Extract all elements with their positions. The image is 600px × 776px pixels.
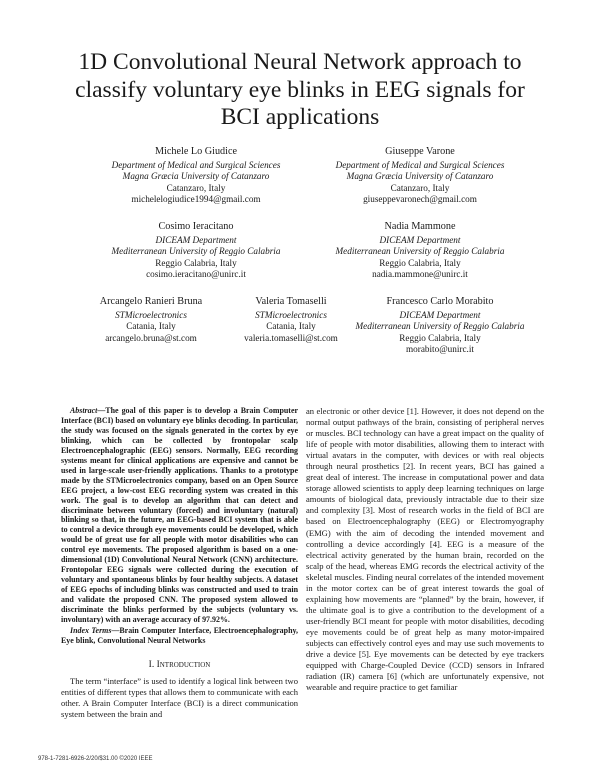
author-block — [320, 146, 520, 206]
author-email[interactable]: giuseppevaronech@gmail.com — [363, 194, 477, 205]
intro-paragraph: The term “interface” is used to identify a logical link between two entities of different types that allows them to communicate with each other. A Brain Computer Interface (BCI) is a direct communication system between the brain and — [61, 675, 298, 720]
author-name: Valeria Tomaselli — [255, 296, 327, 307]
author-org: Mediterranean University of Reggio Calabria — [111, 246, 281, 257]
author-org: Magna Græcia University of Catanzaro — [346, 171, 494, 182]
index-terms-label: Index Terms — [70, 625, 112, 635]
author-name: Cosimo Ieracitano — [158, 221, 234, 232]
title-line: BCI applications — [220, 104, 380, 130]
abstract — [61, 406, 298, 625]
index-terms — [61, 626, 298, 646]
author-email[interactable]: arcangelo.bruna@st.com — [105, 332, 197, 343]
author-block — [320, 221, 520, 281]
author-email[interactable]: cosimo.ieracitano@unirc.it — [146, 269, 246, 280]
author-city: Reggio Calabria, Italy — [155, 257, 237, 268]
author-block — [340, 296, 540, 356]
author-city: Catanzaro, Italy — [166, 182, 226, 193]
author-name: Giuseppe Varone — [385, 146, 455, 157]
index-terms-text: —Brain Computer Interface, Electroencephalography, Eye blink, Convolutional Neural Networks — [61, 625, 298, 645]
author-org: Mediterranean University of Reggio Calabria — [335, 246, 505, 257]
abstract-text: —The goal of this paper is to develop a Brain Computer Interface (BCI) based on voluntary eye blinks decoding. In particular, the study was focused on the signals generated in the cortex by eye blinking, which can be collected by frontopolar scalp Electroencephalographic (EEG) sensors. Normally, EEG recording systems meant for clinical applications are expensive and cannot be used in large-scale user-friendly applications. Thanks to a prototype made by the STMicroelectronics company, based on an Open Source EEG project, a low-cost EEG recording system was created in this work. The goal is to develop an algorithm that can detect and discriminate between voluntary (forced) and involuntary (natural) blinking so that, in the future, an EEG-based BCI system that is able to control a device through eye movements could be developed, which would be of great use for all people with motor disabilities who can control eye movements. The proposed algorithm is based on a one-dimensional (1D) Convolutional Neural Network (CNN) architecture. Frontopolar EEG signals were collected during the execution of voluntary and spontaneous blinks by four healthy subjects. A dataset of EEG epochs of including blinks was constructed and used to train and validate the proposed CNN. The proposed system allowed to discriminate the blinks performed by the subjects (voluntary vs. involuntary) with an average accuracy of 97.92%. — [61, 406, 298, 625]
author-name: Nadia Mammone — [384, 221, 456, 232]
author-dept: Department of Medical and Surgical Sciences — [111, 159, 281, 170]
author-block — [76, 296, 226, 344]
author-dept: DICEAM Department — [399, 309, 481, 320]
author-city: Catania, Italy — [266, 321, 316, 332]
abstract-label: Abstract — [70, 406, 98, 415]
author-city: Reggio Calabria, Italy — [379, 257, 461, 268]
author-email[interactable]: valeria.tomaselli@st.com — [244, 332, 338, 343]
author-dept: STMicroelectronics — [115, 309, 187, 320]
author-name: Michele Lo Giudice — [154, 146, 238, 157]
author-email[interactable]: nadia.mammone@unirc.it — [372, 269, 468, 280]
author-org: Magna Græcia University of Catanzaro — [122, 171, 270, 182]
copyright-footer: 978-1-7281-6926-2/20/$31.00 ©2020 IEEE — [38, 756, 153, 762]
author-name: Arcangelo Ranieri Bruna — [99, 296, 203, 307]
author-city: Catania, Italy — [126, 321, 176, 332]
author-email[interactable]: morabito@unirc.it — [406, 344, 474, 355]
author-dept: DICEAM Department — [155, 234, 237, 245]
author-org: Mediterranean University of Reggio Calabria — [355, 321, 525, 332]
author-dept: Department of Medical and Surgical Sciences — [335, 159, 505, 170]
right-column — [306, 406, 544, 693]
author-city: Catanzaro, Italy — [390, 182, 450, 193]
author-block — [96, 221, 296, 281]
author-dept: DICEAM Department — [379, 234, 461, 245]
intro-continued: an electronic or other device [1]. However, it does not depend on the normal output pathways of the brain, consisting of peripheral nerves or muscles. BCI technology can have a great impact on the quality of life of people with motor disabilities, allowing them to interact with virtual avatars in the computer, with devices or with real objects through neural prosthetics [2]. In recent years, BCI has gained a great deal of interest. The increase in computational power and data storage allowed scientists to apply deep learning techniques on large amounts of biological data, previously intractable due to their size and complexity [3]. Most of research works in the field of BCI are based on Electroencephalography (EEG) or Electromyography (EMG) with the aim of decoding the intended movement and controlling a device accordingly [4]. EEG is a measure of the electrical activity generated by the human brain, recorded on the scalp of the head, whereas EMG records the electrical activity of the skeletal muscles. Finding neural correlates of the intended movement in the motor cortex can be of great interest towards the goal of explaining how movements are “planned” by the brain, however, if the ultimate goal is to give a contribution to the development of a user-friendly BCI meant for people with motor disabilities, decoding eye movements could be of great help as many motor-impaired subjects can effectively control eyes and may use such movements to drive a device [5]. Eye movements can be detected by eye trackers equipped with Charge-Coupled Device (CCD) sensors in Infrared radiation (IR) camera [6] (which are unfortunately expensive, not wearable and require practice to get familiar — [306, 406, 544, 693]
author-block — [96, 146, 296, 206]
author-email[interactable]: michelelogiudice1994@gmail.com — [131, 194, 261, 205]
author-name: Francesco Carlo Morabito — [386, 296, 494, 307]
author-dept: STMicroelectronics — [255, 309, 327, 320]
paper-title — [40, 49, 560, 132]
section-heading: I. Introduction — [148, 659, 211, 670]
left-column — [61, 406, 298, 720]
title-line: classify voluntary eye blinks in EEG signals for — [75, 76, 525, 103]
title-line: 1D Convolutional Neural Network approach to — [78, 49, 522, 75]
author-city: Reggio Calabria, Italy — [399, 332, 481, 343]
